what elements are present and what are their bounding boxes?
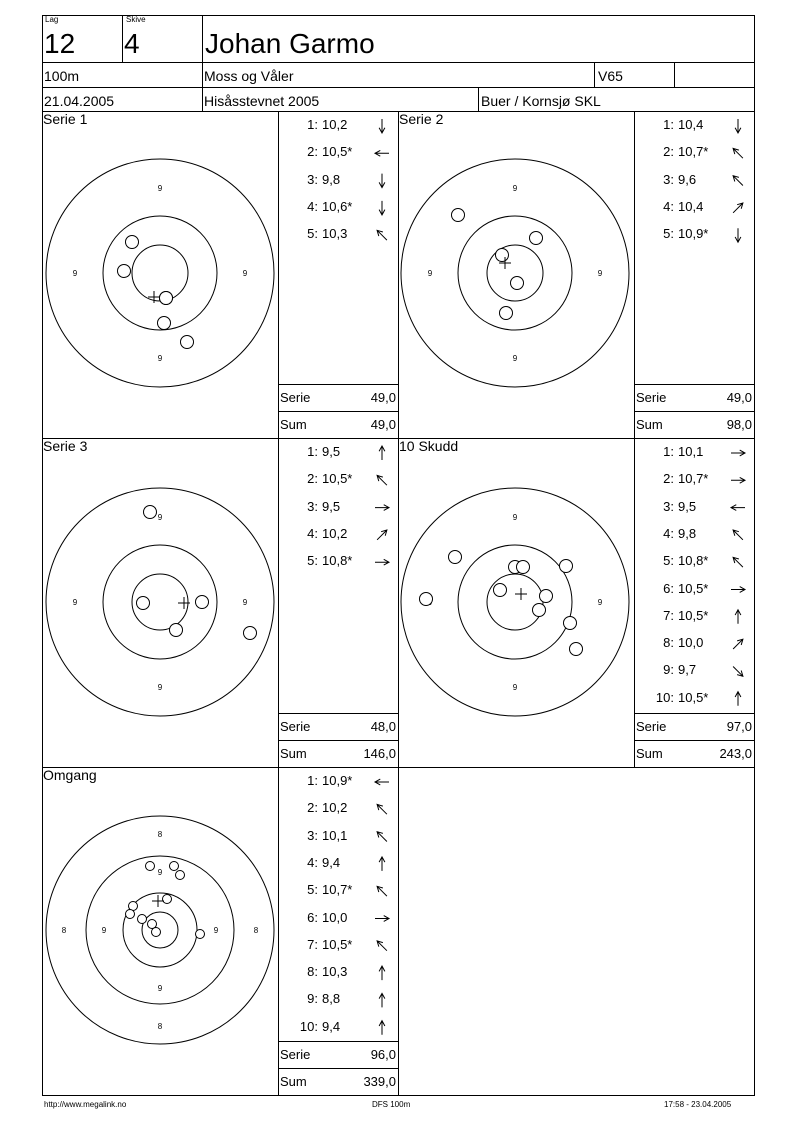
lag-label: Lag (45, 15, 59, 24)
direction-arrow-icon (379, 174, 385, 188)
target-ring (487, 574, 543, 630)
sum-value: 243,0 (719, 746, 752, 761)
serie-value: 49,0 (726, 390, 752, 405)
shot-value: 10,5* (322, 936, 353, 952)
sum-label: Sum (280, 417, 307, 432)
shot-hole (540, 590, 553, 603)
shot-number: 2: (307, 471, 318, 487)
shot-value: 10,7* (678, 144, 709, 160)
shot-value: 10,0 (678, 635, 704, 651)
club: Moss og Våler (204, 68, 294, 84)
shot-value: 10,9* (322, 773, 353, 788)
shot-value: 9,4 (322, 854, 341, 870)
shot-hole (176, 871, 185, 880)
shot-value: 10,5* (322, 144, 353, 160)
direction-arrow-icon (375, 779, 389, 785)
direction-arrow-icon (377, 832, 387, 842)
shot-number: 5: (307, 226, 318, 242)
shot-number: 4: (663, 198, 674, 214)
direction-arrow-icon (379, 446, 385, 460)
shot-number: 3: (307, 498, 318, 514)
shot-hole (126, 910, 135, 919)
shot-hole (452, 209, 465, 222)
target-ring (458, 216, 572, 330)
ring-number: 9 (101, 926, 107, 935)
direction-arrow-icon (375, 505, 389, 511)
date: 21.04.2005 (44, 93, 115, 109)
shot-value: 10,6* (322, 198, 353, 214)
shot-value: 10,8* (322, 553, 353, 569)
shot-value: 9,6 (678, 171, 697, 187)
shot-hole (244, 627, 257, 640)
direction-arrow-icon (735, 119, 741, 133)
shot-value: 9,8 (678, 525, 697, 541)
serie-label: Serie (280, 719, 311, 734)
direction-arrow-icon (377, 941, 387, 951)
shot-hole (511, 277, 524, 290)
ring-number: 9 (512, 513, 518, 522)
target-ring (401, 159, 629, 387)
sum-value: 49,0 (370, 417, 396, 432)
shot-value: 9,5 (678, 498, 697, 514)
shot-number: 6: (663, 580, 674, 596)
target-ring (46, 488, 274, 716)
shot-value: 10,7* (322, 882, 353, 898)
direction-arrow-icon (733, 530, 743, 540)
ring-number: 8 (157, 1022, 163, 1031)
shot-hole (449, 551, 462, 564)
direction-arrow-icon (377, 530, 387, 540)
shot-number: 5: (663, 226, 674, 242)
direction-arrow-icon (379, 1021, 385, 1035)
direction-arrow-icon (733, 557, 743, 567)
shot-number: 10: (655, 689, 674, 705)
shot-hole (517, 561, 530, 574)
shot-hole (158, 317, 171, 330)
serie-value: 49,0 (370, 390, 396, 405)
direction-arrow-icon (731, 505, 745, 511)
shot-number: 1: (663, 444, 674, 459)
shot-number: 5: (307, 553, 318, 569)
shot-hole (420, 593, 433, 606)
shot-value: 10,0 (322, 909, 348, 925)
shot-value: 10,8* (678, 553, 709, 569)
shot-number: 5: (307, 882, 318, 898)
shot-hole (118, 265, 131, 278)
serie-label: Serie (636, 719, 667, 734)
serie-value: 97,0 (726, 719, 752, 734)
skive-label: Skive (126, 15, 146, 24)
range: Buer / Kornsjø SKL (481, 93, 601, 109)
shot-number: 8: (663, 635, 674, 651)
direction-arrow-icon (733, 667, 743, 677)
ring-number: 9 (157, 868, 163, 877)
direction-arrow-icon (379, 119, 385, 133)
shot-value: 10,2 (322, 117, 348, 132)
shot-hole (126, 236, 139, 249)
direction-arrow-icon (377, 804, 387, 814)
shot-number: 2: (663, 144, 674, 160)
shot-number: 3: (307, 827, 318, 843)
shot-value: 9,4 (322, 1018, 341, 1034)
ring-number: 9 (512, 354, 518, 363)
target-ring (132, 245, 188, 301)
sum-label: Sum (280, 746, 307, 761)
shot-value: 9,5 (322, 498, 341, 514)
ring-number: 9 (512, 184, 518, 193)
serie-label: Serie (636, 390, 667, 405)
shooter-name: Johan Garmo (205, 28, 375, 59)
ring-number: 8 (157, 830, 163, 839)
shot-number: 1: (307, 444, 318, 459)
shot-number: 3: (663, 171, 674, 187)
shot-value: 10,7* (678, 471, 709, 487)
shot-hole (163, 895, 172, 904)
section-title: 10 Skudd (399, 438, 459, 454)
direction-arrow-icon (733, 148, 743, 158)
section-title: Serie 1 (43, 111, 88, 127)
ring-number: 9 (242, 269, 248, 278)
shot-number: 2: (307, 800, 318, 816)
shot-number: 4: (307, 525, 318, 541)
sum-value: 339,0 (363, 1074, 396, 1089)
direction-arrow-icon (379, 993, 385, 1007)
shot-hole (500, 307, 513, 320)
shot-number: 9: (663, 662, 674, 678)
shot-number: 8: (307, 964, 318, 980)
shot-number: 4: (307, 854, 318, 870)
ring-number: 8 (61, 926, 67, 935)
class: V65 (598, 68, 623, 84)
serie-label: Serie (280, 390, 311, 405)
direction-arrow-icon (379, 857, 385, 871)
shot-value: 10,1 (322, 827, 348, 843)
shot-number: 7: (663, 607, 674, 623)
ring-number: 9 (213, 926, 219, 935)
serie-value: 48,0 (370, 719, 396, 734)
footer-center: DFS 100m (372, 1100, 411, 1109)
group-centre-cross (152, 895, 164, 907)
ring-number: 9 (72, 269, 78, 278)
section-title: Serie 2 (399, 111, 444, 127)
shot-value: 10,5* (678, 580, 709, 596)
shot-number: 2: (663, 471, 674, 487)
footer-left: http://www.megalink.no (44, 1100, 127, 1109)
group-centre-cross (515, 588, 527, 600)
shot-hole (494, 584, 507, 597)
shot-hole (146, 862, 155, 871)
ring-number: 9 (157, 683, 163, 692)
direction-arrow-icon (731, 477, 745, 483)
sum-value: 98,0 (726, 417, 752, 432)
sum-label: Sum (280, 1074, 307, 1089)
shot-hole (560, 560, 573, 573)
direction-arrow-icon (731, 587, 745, 593)
shot-hole (152, 928, 161, 937)
ring-number: 9 (242, 598, 248, 607)
serie-value: 96,0 (370, 1047, 396, 1062)
shot-number: 10: (299, 1018, 318, 1034)
direction-arrow-icon (733, 203, 743, 213)
ring-number: 8 (253, 926, 259, 935)
footer-right: 17:58 - 23.04.2005 (664, 1100, 732, 1109)
shot-hole (530, 232, 543, 245)
shot-value: 10,5* (678, 689, 709, 705)
ring-number: 9 (512, 683, 518, 692)
ring-number: 9 (72, 598, 78, 607)
shot-number: 4: (307, 198, 318, 214)
shot-number: 3: (307, 171, 318, 187)
shot-value: 10,2 (322, 800, 348, 816)
shot-number: 5: (663, 553, 674, 569)
shot-value: 10,3 (322, 964, 348, 980)
shot-number: 6: (307, 909, 318, 925)
shot-number: 1: (307, 117, 318, 132)
shot-hole (196, 596, 209, 609)
shot-hole (196, 930, 205, 939)
lag-value: 12 (44, 28, 76, 59)
ring-number: 9 (157, 984, 163, 993)
shot-hole (181, 336, 194, 349)
shot-hole (170, 862, 179, 871)
direction-arrow-icon (735, 610, 741, 624)
skive-value: 4 (124, 28, 140, 59)
shot-value: 8,8 (322, 991, 341, 1007)
direction-arrow-icon (377, 475, 387, 485)
shot-hole (496, 249, 509, 262)
shot-hole (570, 643, 583, 656)
shot-value: 10,5* (322, 471, 353, 487)
shot-number: 2: (307, 144, 318, 160)
section-title: Serie 3 (43, 438, 88, 454)
shot-value: 10,5* (678, 607, 709, 623)
distance: 100m (44, 68, 80, 84)
sum-label: Sum (636, 746, 663, 761)
shot-value: 10,9* (678, 226, 709, 242)
target-ring (46, 159, 274, 387)
direction-arrow-icon (375, 150, 389, 156)
direction-arrow-icon (375, 916, 389, 922)
ring-number: 9 (597, 269, 603, 278)
shot-value: 10,3 (322, 226, 348, 242)
shot-number: 1: (663, 117, 674, 132)
direction-arrow-icon (735, 228, 741, 242)
shot-hole (160, 292, 173, 305)
target-ring (401, 488, 629, 716)
serie-label: Serie (280, 1047, 311, 1062)
shot-number: 9: (307, 991, 318, 1007)
shot-hole (533, 604, 546, 617)
ring-number: 9 (157, 354, 163, 363)
shot-hole (564, 617, 577, 630)
ring-number: 9 (597, 598, 603, 607)
direction-arrow-icon (377, 886, 387, 896)
shot-value: 10,2 (322, 525, 348, 541)
section-title: Omgang (43, 767, 97, 783)
shot-number: 1: (307, 773, 318, 788)
shot-number: 4: (663, 525, 674, 541)
shot-number: 7: (307, 936, 318, 952)
event: Hisåsstevnet 2005 (204, 93, 320, 109)
direction-arrow-icon (379, 201, 385, 215)
sum-label: Sum (636, 417, 663, 432)
ring-number: 9 (157, 513, 163, 522)
shot-value: 10,1 (678, 444, 704, 459)
ring-number: 9 (157, 184, 163, 193)
shot-hole (170, 624, 183, 637)
direction-arrow-icon (379, 966, 385, 980)
shot-value: 10,4 (678, 117, 704, 132)
shot-value: 10,4 (678, 198, 704, 214)
direction-arrow-icon (733, 639, 743, 649)
shot-number: 3: (663, 498, 674, 514)
ring-number: 9 (427, 269, 433, 278)
shot-value: 9,7 (678, 662, 697, 678)
direction-arrow-icon (731, 450, 745, 456)
shot-hole (144, 506, 157, 519)
shot-hole (137, 597, 150, 610)
shot-value: 9,5 (322, 444, 341, 459)
direction-arrow-icon (735, 692, 741, 706)
shot-value: 9,8 (322, 171, 341, 187)
direction-arrow-icon (375, 559, 389, 565)
direction-arrow-icon (733, 176, 743, 186)
shot-hole (138, 915, 147, 924)
direction-arrow-icon (377, 230, 387, 240)
sum-value: 146,0 (363, 746, 396, 761)
